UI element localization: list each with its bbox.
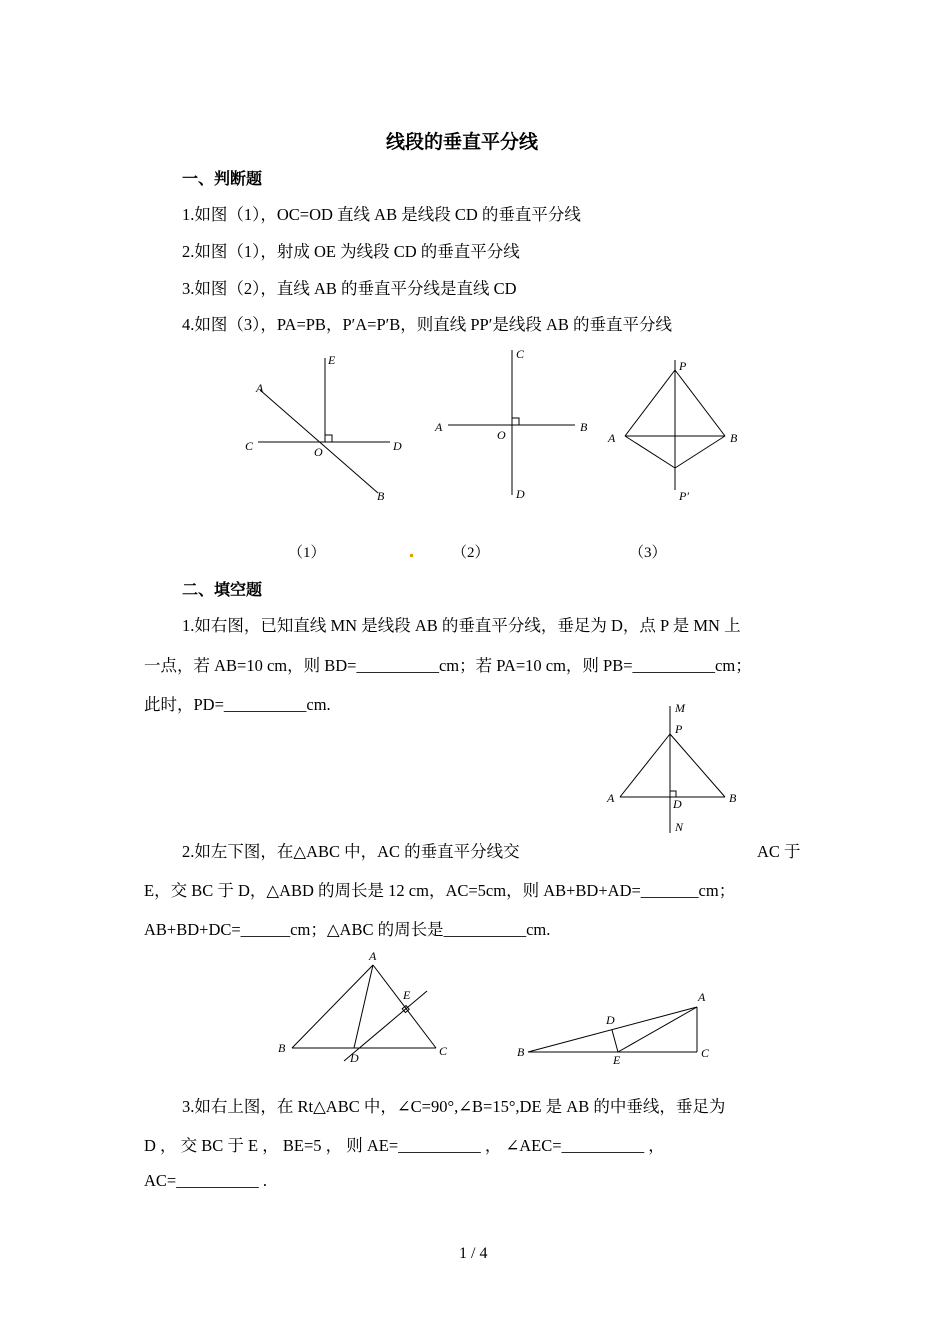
fig1-label-c: C — [245, 439, 254, 453]
figmn-label-b: B — [729, 791, 737, 805]
fig1-label-b: B — [377, 489, 385, 503]
right-angle-mark — [512, 418, 519, 425]
judgment-item-3: 3.如图（2），直线 AB 的垂直平分线是直线 CD — [182, 279, 517, 298]
fig2-label-d: D — [516, 487, 525, 501]
page-number: 1 / 4 — [459, 1245, 488, 1262]
judgment-item-4: 4.如图（3），PA=PB，P′A=P′B，则直线 PP′是线段 AB 的垂直平分线 — [182, 315, 672, 334]
q3-line-3: AC=__________ . — [144, 1171, 267, 1190]
figure-2 — [430, 345, 600, 510]
section-heading-fill-in: 二、填空题 — [182, 580, 263, 599]
caption-figure-2: （2） — [452, 545, 490, 561]
fig2-label-b: B — [580, 420, 588, 434]
figtri-label-d: D — [350, 1051, 359, 1065]
q2-line-1b: AC 于 — [757, 842, 801, 861]
figrt-label-e: E — [613, 1053, 621, 1067]
stray-dot — [410, 554, 413, 557]
q2-line-3: AB+BD+DC=______cm；△ABC 的周长是__________cm. — [144, 920, 551, 939]
fig2-label-a: A — [435, 420, 443, 434]
figure-mn — [598, 700, 748, 840]
figtri-label-b: B — [278, 1041, 286, 1055]
figrt-label-b: B — [517, 1045, 525, 1059]
right-angle-mark — [325, 435, 332, 442]
figmn-label-n: N — [675, 820, 684, 834]
figtri-label-a: A — [369, 949, 377, 963]
figure-triangle-abc — [270, 945, 460, 1065]
figure-3 — [600, 350, 760, 510]
section-heading-judgment: 一、判断题 — [182, 169, 263, 188]
fig1-label-a: A — [256, 381, 264, 395]
figmn-label-d: D — [673, 797, 682, 811]
segment-ad — [354, 965, 373, 1048]
fig1-label-o: O — [314, 445, 323, 459]
fig3-label-b: B — [730, 431, 738, 445]
q1-line-3: 此时，PD=__________cm. — [144, 695, 331, 714]
figrt-label-d: D — [606, 1013, 615, 1027]
figmn-label-a: A — [607, 791, 615, 805]
figtri-label-e: E — [403, 988, 411, 1002]
fig1-label-e: E — [328, 353, 336, 367]
segment-de — [612, 1030, 618, 1052]
judgment-item-1: 1.如图（1），OC=OD 直线 AB 是线段 CD 的垂直平分线 — [182, 205, 581, 224]
q2-line-2: E，交 BC 于 D，△ABD 的周长是 12 cm，AC=5cm，则 AB+BD+AD=_______cm； — [144, 881, 736, 900]
caption-figure-3: （3） — [629, 545, 667, 561]
caption-figure-1: （1） — [288, 545, 326, 561]
q2-line-1a: 2.如左下图，在△ABC 中，AC 的垂直平分线交 — [182, 842, 520, 861]
segment-ae — [618, 1007, 697, 1052]
figure-right-triangle — [510, 985, 725, 1070]
q3-line-1: 3.如右上图，在 Rt△ABC 中，∠C=90°,∠B=15°,DE 是 AB 的中垂线，垂足为 — [182, 1097, 726, 1116]
figure-1 — [240, 350, 410, 510]
fig2-label-c: C — [516, 347, 525, 361]
fig3-label-p: P — [679, 359, 687, 373]
fig3-label-a: A — [608, 431, 616, 445]
figmn-label-m: M — [675, 701, 685, 715]
figmn-label-p: P — [675, 722, 683, 736]
figrt-label-a: A — [698, 990, 706, 1004]
page-title: 线段的垂直平分线 — [386, 131, 539, 153]
q1-line-1: 1.如右图，已知直线 MN 是线段 AB 的垂直平分线，垂足为 D，点 P 是 MN 上 — [182, 616, 741, 635]
figtri-label-c: C — [439, 1044, 448, 1058]
fig2-label-o: O — [497, 428, 506, 442]
figrt-label-c: C — [701, 1046, 710, 1060]
fig1-label-d: D — [393, 439, 402, 453]
judgment-item-2: 2.如图（1），射成 OE 为线段 CD 的垂直平分线 — [182, 242, 520, 261]
fig3-label-p-prime: P′ — [679, 489, 689, 503]
q3-line-2: D ， 交 BC 于 E ， BE=5 ， 则 AE=__________ ， ∠AEC=__________ ， — [144, 1136, 665, 1155]
q1-line-2: 一点，若 AB=10 cm，则 BD=__________cm；若 PA=10 cm，则 PB=__________cm； — [144, 656, 752, 675]
